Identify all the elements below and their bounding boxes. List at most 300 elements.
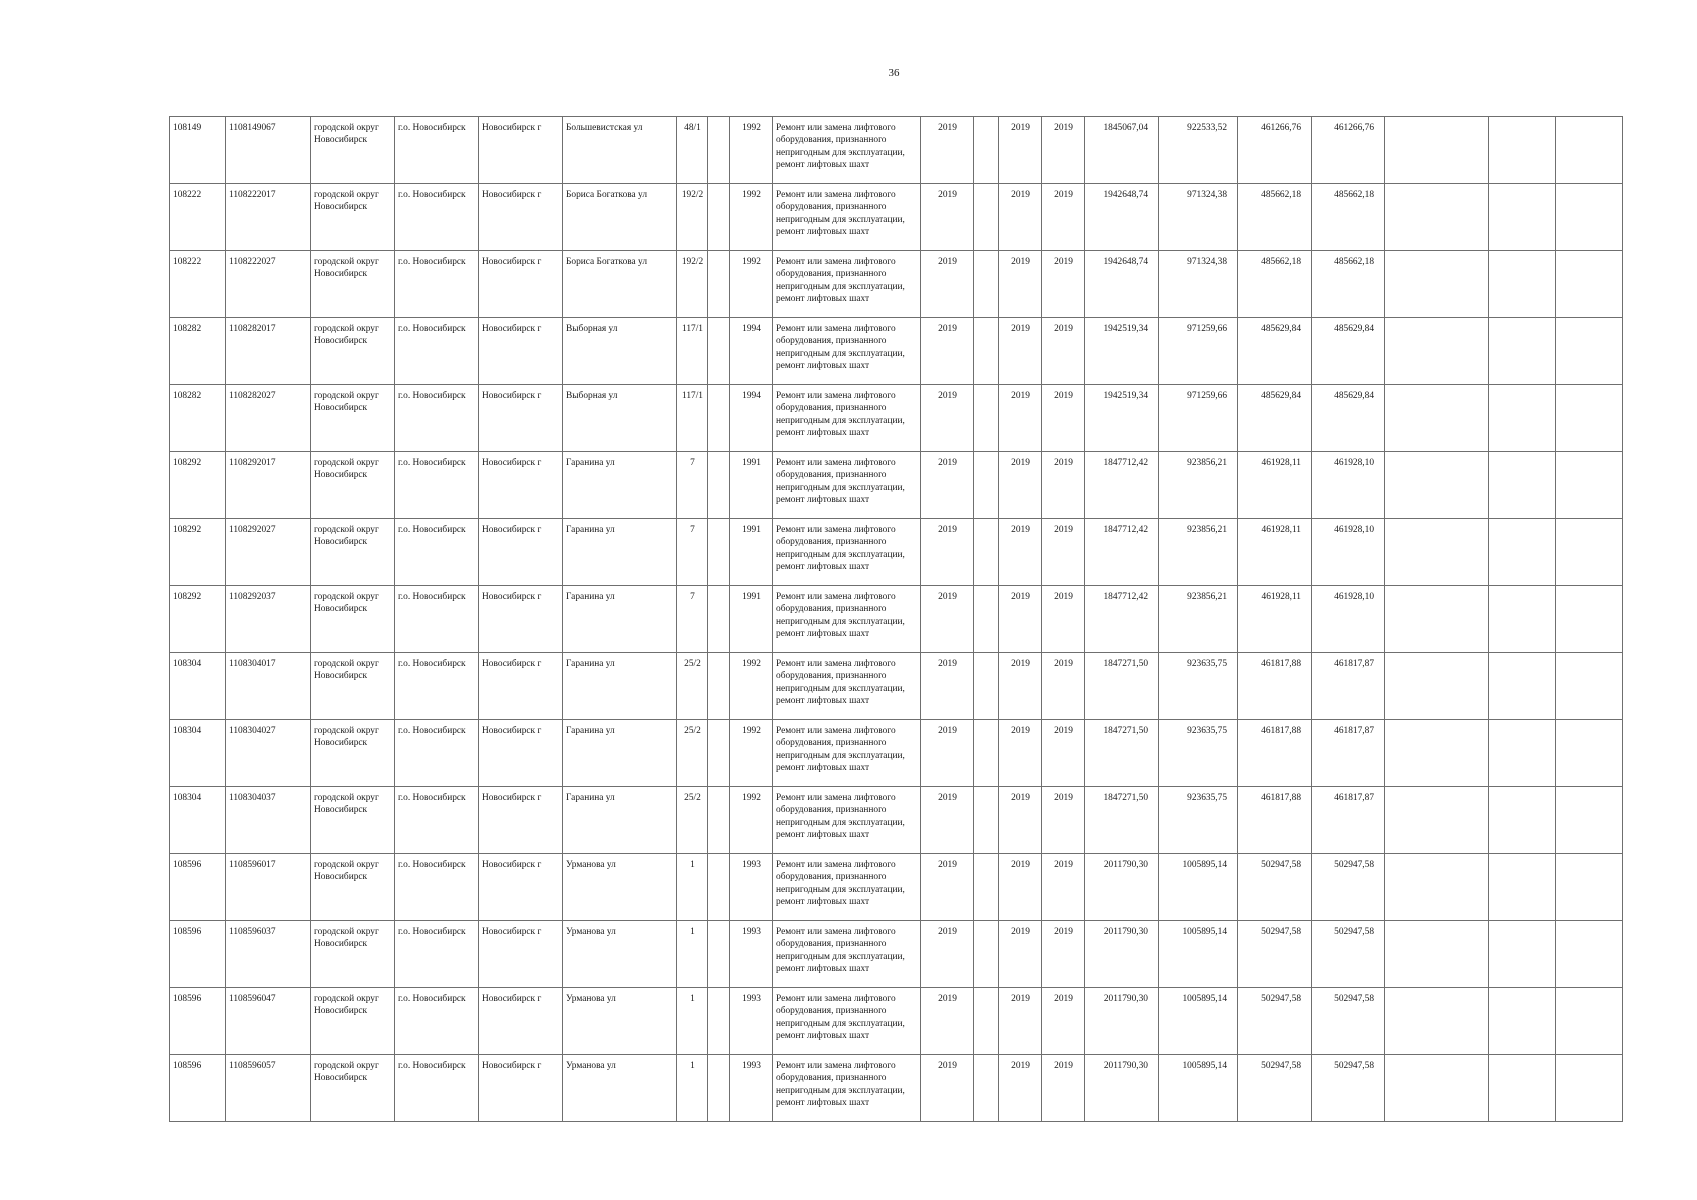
- note-a-cell: [1385, 318, 1489, 385]
- street-cell: Гаранина ул: [563, 653, 677, 720]
- municipality-cell: городской округ Новосибирск: [311, 988, 395, 1055]
- note-c-cell: [1556, 921, 1623, 988]
- corpus-cell: [708, 318, 730, 385]
- extra-cell: [974, 988, 999, 1055]
- municipal-district-cell: г.о. Новосибирск: [395, 586, 479, 653]
- owners-share-cell: 461817,87: [1312, 653, 1385, 720]
- start-year-cell: 2019: [999, 251, 1042, 318]
- house-number-cell: 1: [677, 1055, 708, 1122]
- note-b-cell: [1489, 653, 1556, 720]
- street-cell: Гаранина ул: [563, 519, 677, 586]
- note-a-cell: [1385, 787, 1489, 854]
- work-type-cell: Ремонт или замена лифтового оборудования, признанного непригодным для эксплуатации, ремонт лифтовых шахт: [773, 251, 921, 318]
- municipal-district-cell: г.о. Новосибирск: [395, 653, 479, 720]
- total-cost-cell: 2011790,30: [1085, 988, 1159, 1055]
- house-number-cell: 7: [677, 519, 708, 586]
- lift-id-cell: 1108292017: [226, 452, 311, 519]
- lift-id-cell: 1108292027: [226, 519, 311, 586]
- end-year-cell: 2019: [1042, 988, 1085, 1055]
- budget-share-cell: 485629,84: [1238, 385, 1312, 452]
- corpus-cell: [708, 385, 730, 452]
- note-c-cell: [1556, 184, 1623, 251]
- municipal-district-cell: г.о. Новосибирск: [395, 184, 479, 251]
- fund-share-cell: 971324,38: [1159, 184, 1238, 251]
- lift-id-cell: 1108596047: [226, 988, 311, 1055]
- fund-share-cell: 923856,21: [1159, 519, 1238, 586]
- extra-cell: [974, 921, 999, 988]
- street-cell: Урманова ул: [563, 921, 677, 988]
- note-a-cell: [1385, 184, 1489, 251]
- note-a-cell: [1385, 653, 1489, 720]
- end-year-cell: 2019: [1042, 519, 1085, 586]
- build-year-cell: 1992: [730, 653, 773, 720]
- municipal-district-cell: г.о. Новосибирск: [395, 117, 479, 184]
- extra-cell: [974, 787, 999, 854]
- extra-cell: [974, 720, 999, 787]
- plan-year-cell: 2019: [921, 519, 974, 586]
- fund-share-cell: 923856,21: [1159, 452, 1238, 519]
- table-row: [170, 318, 1623, 385]
- total-cost-cell: 2011790,30: [1085, 1055, 1159, 1122]
- lift-id-cell: 1108596057: [226, 1055, 311, 1122]
- end-year-cell: 2019: [1042, 787, 1085, 854]
- owners-share-cell: 461928,10: [1312, 452, 1385, 519]
- object-id-cell: 108596: [170, 854, 226, 921]
- end-year-cell: 2019: [1042, 854, 1085, 921]
- corpus-cell: [708, 988, 730, 1055]
- house-number-cell: 25/2: [677, 787, 708, 854]
- end-year-cell: 2019: [1042, 184, 1085, 251]
- house-number-cell: 1: [677, 921, 708, 988]
- corpus-cell: [708, 787, 730, 854]
- object-id-cell: 108292: [170, 452, 226, 519]
- build-year-cell: 1992: [730, 787, 773, 854]
- end-year-cell: 2019: [1042, 653, 1085, 720]
- total-cost-cell: 2011790,30: [1085, 921, 1159, 988]
- extra-cell: [974, 117, 999, 184]
- build-year-cell: 1991: [730, 452, 773, 519]
- corpus-cell: [708, 184, 730, 251]
- house-number-cell: 192/2: [677, 251, 708, 318]
- corpus-cell: [708, 117, 730, 184]
- municipality-cell: городской округ Новосибирск: [311, 720, 395, 787]
- note-b-cell: [1489, 720, 1556, 787]
- lift-id-cell: 1108282027: [226, 385, 311, 452]
- owners-share-cell: 502947,58: [1312, 854, 1385, 921]
- object-id-cell: 108149: [170, 117, 226, 184]
- locality-cell: Новосибирск г: [479, 586, 563, 653]
- extra-cell: [974, 452, 999, 519]
- note-c-cell: [1556, 586, 1623, 653]
- fund-share-cell: 971259,66: [1159, 318, 1238, 385]
- owners-share-cell: 485662,18: [1312, 251, 1385, 318]
- note-a-cell: [1385, 586, 1489, 653]
- locality-cell: Новосибирск г: [479, 921, 563, 988]
- table-row: [170, 854, 1623, 921]
- house-number-cell: 7: [677, 586, 708, 653]
- note-c-cell: [1556, 988, 1623, 1055]
- plan-year-cell: 2019: [921, 854, 974, 921]
- owners-share-cell: 461817,87: [1312, 787, 1385, 854]
- total-cost-cell: 1847271,50: [1085, 720, 1159, 787]
- work-type-cell: Ремонт или замена лифтового оборудования, признанного непригодным для эксплуатации, ремонт лифтовых шахт: [773, 921, 921, 988]
- note-c-cell: [1556, 519, 1623, 586]
- start-year-cell: 2019: [999, 921, 1042, 988]
- municipality-cell: городской округ Новосибирск: [311, 1055, 395, 1122]
- street-cell: Гаранина ул: [563, 452, 677, 519]
- build-year-cell: 1992: [730, 184, 773, 251]
- budget-share-cell: 461817,88: [1238, 653, 1312, 720]
- total-cost-cell: 1847712,42: [1085, 586, 1159, 653]
- start-year-cell: 2019: [999, 653, 1042, 720]
- fund-share-cell: 1005895,14: [1159, 988, 1238, 1055]
- end-year-cell: 2019: [1042, 251, 1085, 318]
- note-b-cell: [1489, 1055, 1556, 1122]
- budget-share-cell: 461817,88: [1238, 720, 1312, 787]
- municipal-district-cell: г.о. Новосибирск: [395, 318, 479, 385]
- start-year-cell: 2019: [999, 1055, 1042, 1122]
- street-cell: Гаранина ул: [563, 586, 677, 653]
- build-year-cell: 1993: [730, 854, 773, 921]
- end-year-cell: 2019: [1042, 117, 1085, 184]
- build-year-cell: 1994: [730, 318, 773, 385]
- start-year-cell: 2019: [999, 184, 1042, 251]
- total-cost-cell: 1942648,74: [1085, 251, 1159, 318]
- build-year-cell: 1993: [730, 1055, 773, 1122]
- municipality-cell: городской округ Новосибирск: [311, 586, 395, 653]
- total-cost-cell: 1847271,50: [1085, 787, 1159, 854]
- house-number-cell: 48/1: [677, 117, 708, 184]
- fund-share-cell: 1005895,14: [1159, 921, 1238, 988]
- fund-share-cell: 971259,66: [1159, 385, 1238, 452]
- start-year-cell: 2019: [999, 586, 1042, 653]
- owners-share-cell: 502947,58: [1312, 1055, 1385, 1122]
- street-cell: Урманова ул: [563, 854, 677, 921]
- work-type-cell: Ремонт или замена лифтового оборудования, признанного непригодным для эксплуатации, ремонт лифтовых шахт: [773, 519, 921, 586]
- note-b-cell: [1489, 117, 1556, 184]
- build-year-cell: 1994: [730, 385, 773, 452]
- note-c-cell: [1556, 787, 1623, 854]
- street-cell: Урманова ул: [563, 988, 677, 1055]
- owners-share-cell: 485662,18: [1312, 184, 1385, 251]
- locality-cell: Новосибирск г: [479, 318, 563, 385]
- locality-cell: Новосибирск г: [479, 519, 563, 586]
- budget-share-cell: 502947,58: [1238, 854, 1312, 921]
- street-cell: Гаранина ул: [563, 720, 677, 787]
- locality-cell: Новосибирск г: [479, 854, 563, 921]
- build-year-cell: 1993: [730, 921, 773, 988]
- work-type-cell: Ремонт или замена лифтового оборудования, признанного непригодным для эксплуатации, ремонт лифтовых шахт: [773, 787, 921, 854]
- owners-share-cell: 461817,87: [1312, 720, 1385, 787]
- street-cell: Выборная ул: [563, 385, 677, 452]
- owners-share-cell: 461928,10: [1312, 586, 1385, 653]
- end-year-cell: 2019: [1042, 318, 1085, 385]
- start-year-cell: 2019: [999, 854, 1042, 921]
- start-year-cell: 2019: [999, 117, 1042, 184]
- work-type-cell: Ремонт или замена лифтового оборудования, признанного непригодным для эксплуатации, ремонт лифтовых шахт: [773, 854, 921, 921]
- street-cell: Бориса Богаткова ул: [563, 251, 677, 318]
- end-year-cell: 2019: [1042, 385, 1085, 452]
- locality-cell: Новосибирск г: [479, 1055, 563, 1122]
- note-c-cell: [1556, 720, 1623, 787]
- build-year-cell: 1993: [730, 988, 773, 1055]
- plan-year-cell: 2019: [921, 921, 974, 988]
- note-b-cell: [1489, 787, 1556, 854]
- budget-share-cell: 502947,58: [1238, 921, 1312, 988]
- extra-cell: [974, 251, 999, 318]
- lift-id-cell: 1108149067: [226, 117, 311, 184]
- start-year-cell: 2019: [999, 385, 1042, 452]
- municipality-cell: городской округ Новосибирск: [311, 452, 395, 519]
- house-number-cell: 1: [677, 988, 708, 1055]
- budget-share-cell: 461928,11: [1238, 452, 1312, 519]
- total-cost-cell: 1847712,42: [1085, 452, 1159, 519]
- house-number-cell: 192/2: [677, 184, 708, 251]
- municipality-cell: городской округ Новосибирск: [311, 184, 395, 251]
- note-a-cell: [1385, 519, 1489, 586]
- work-type-cell: Ремонт или замена лифтового оборудования, признанного непригодным для эксплуатации, ремонт лифтовых шахт: [773, 318, 921, 385]
- table-row: [170, 720, 1623, 787]
- build-year-cell: 1991: [730, 586, 773, 653]
- work-type-cell: Ремонт или замена лифтового оборудования, признанного непригодным для эксплуатации, ремонт лифтовых шахт: [773, 988, 921, 1055]
- total-cost-cell: 1847712,42: [1085, 519, 1159, 586]
- work-type-cell: Ремонт или замена лифтового оборудования, признанного непригодным для эксплуатации, ремонт лифтовых шахт: [773, 1055, 921, 1122]
- build-year-cell: 1992: [730, 117, 773, 184]
- note-a-cell: [1385, 854, 1489, 921]
- total-cost-cell: 1942519,34: [1085, 318, 1159, 385]
- note-b-cell: [1489, 385, 1556, 452]
- house-number-cell: 25/2: [677, 653, 708, 720]
- object-id-cell: 108596: [170, 988, 226, 1055]
- work-type-cell: Ремонт или замена лифтового оборудования, признанного непригодным для эксплуатации, ремонт лифтовых шахт: [773, 117, 921, 184]
- table-row: [170, 988, 1623, 1055]
- plan-year-cell: 2019: [921, 653, 974, 720]
- municipality-cell: городской округ Новосибирск: [311, 385, 395, 452]
- note-b-cell: [1489, 921, 1556, 988]
- note-a-cell: [1385, 921, 1489, 988]
- corpus-cell: [708, 586, 730, 653]
- corpus-cell: [708, 720, 730, 787]
- lift-id-cell: 1108596037: [226, 921, 311, 988]
- end-year-cell: 2019: [1042, 452, 1085, 519]
- municipal-district-cell: г.о. Новосибирск: [395, 787, 479, 854]
- corpus-cell: [708, 452, 730, 519]
- locality-cell: Новосибирск г: [479, 720, 563, 787]
- extra-cell: [974, 385, 999, 452]
- fund-share-cell: 923856,21: [1159, 586, 1238, 653]
- note-b-cell: [1489, 854, 1556, 921]
- fund-share-cell: 923635,75: [1159, 653, 1238, 720]
- house-number-cell: 117/1: [677, 385, 708, 452]
- budget-share-cell: 461928,11: [1238, 586, 1312, 653]
- table-row: [170, 251, 1623, 318]
- object-id-cell: 108282: [170, 318, 226, 385]
- table-row: [170, 653, 1623, 720]
- note-b-cell: [1489, 988, 1556, 1055]
- note-a-cell: [1385, 251, 1489, 318]
- owners-share-cell: 485629,84: [1312, 318, 1385, 385]
- build-year-cell: 1992: [730, 251, 773, 318]
- table-row: [170, 452, 1623, 519]
- corpus-cell: [708, 854, 730, 921]
- budget-share-cell: 461266,76: [1238, 117, 1312, 184]
- table-row: [170, 184, 1623, 251]
- plan-year-cell: 2019: [921, 184, 974, 251]
- total-cost-cell: 1942519,34: [1085, 385, 1159, 452]
- lift-id-cell: 1108304027: [226, 720, 311, 787]
- page-number: 36: [888, 67, 900, 79]
- object-id-cell: 108282: [170, 385, 226, 452]
- plan-year-cell: 2019: [921, 452, 974, 519]
- end-year-cell: 2019: [1042, 720, 1085, 787]
- locality-cell: Новосибирск г: [479, 117, 563, 184]
- start-year-cell: 2019: [999, 720, 1042, 787]
- start-year-cell: 2019: [999, 988, 1042, 1055]
- note-a-cell: [1385, 385, 1489, 452]
- owners-share-cell: 461928,10: [1312, 519, 1385, 586]
- corpus-cell: [708, 653, 730, 720]
- municipal-district-cell: г.о. Новосибирск: [395, 519, 479, 586]
- work-type-cell: Ремонт или замена лифтового оборудования, признанного непригодным для эксплуатации, ремонт лифтовых шахт: [773, 586, 921, 653]
- locality-cell: Новосибирск г: [479, 184, 563, 251]
- lift-id-cell: 1108304017: [226, 653, 311, 720]
- municipal-district-cell: г.о. Новосибирск: [395, 854, 479, 921]
- note-b-cell: [1489, 519, 1556, 586]
- lift-id-cell: 1108222027: [226, 251, 311, 318]
- locality-cell: Новосибирск г: [479, 988, 563, 1055]
- note-b-cell: [1489, 318, 1556, 385]
- fund-share-cell: 923635,75: [1159, 787, 1238, 854]
- street-cell: Большевистская ул: [563, 117, 677, 184]
- budget-share-cell: 461817,88: [1238, 787, 1312, 854]
- budget-share-cell: 485662,18: [1238, 184, 1312, 251]
- municipality-cell: городской округ Новосибирск: [311, 117, 395, 184]
- municipal-district-cell: г.о. Новосибирск: [395, 720, 479, 787]
- work-type-cell: Ремонт или замена лифтового оборудования, признанного непригодным для эксплуатации, ремонт лифтовых шахт: [773, 385, 921, 452]
- corpus-cell: [708, 921, 730, 988]
- table-row: [170, 586, 1623, 653]
- repair-schedule-table: [169, 116, 1623, 1122]
- plan-year-cell: 2019: [921, 1055, 974, 1122]
- table-row: [170, 787, 1623, 854]
- object-id-cell: 108304: [170, 787, 226, 854]
- start-year-cell: 2019: [999, 318, 1042, 385]
- total-cost-cell: 1942648,74: [1085, 184, 1159, 251]
- note-c-cell: [1556, 854, 1623, 921]
- fund-share-cell: 923635,75: [1159, 720, 1238, 787]
- locality-cell: Новосибирск г: [479, 452, 563, 519]
- plan-year-cell: 2019: [921, 117, 974, 184]
- build-year-cell: 1992: [730, 720, 773, 787]
- plan-year-cell: 2019: [921, 251, 974, 318]
- municipal-district-cell: г.о. Новосибирск: [395, 452, 479, 519]
- fund-share-cell: 971324,38: [1159, 251, 1238, 318]
- municipal-district-cell: г.о. Новосибирск: [395, 251, 479, 318]
- table-row: [170, 921, 1623, 988]
- owners-share-cell: 502947,58: [1312, 988, 1385, 1055]
- extra-cell: [974, 519, 999, 586]
- work-type-cell: Ремонт или замена лифтового оборудования, признанного непригодным для эксплуатации, ремонт лифтовых шахт: [773, 184, 921, 251]
- budget-share-cell: 461928,11: [1238, 519, 1312, 586]
- note-b-cell: [1489, 251, 1556, 318]
- work-type-cell: Ремонт или замена лифтового оборудования, признанного непригодным для эксплуатации, ремонт лифтовых шахт: [773, 653, 921, 720]
- street-cell: Выборная ул: [563, 318, 677, 385]
- extra-cell: [974, 653, 999, 720]
- municipality-cell: городской округ Новосибирск: [311, 519, 395, 586]
- total-cost-cell: 1847271,50: [1085, 653, 1159, 720]
- extra-cell: [974, 184, 999, 251]
- note-a-cell: [1385, 117, 1489, 184]
- house-number-cell: 7: [677, 452, 708, 519]
- total-cost-cell: 2011790,30: [1085, 854, 1159, 921]
- plan-year-cell: 2019: [921, 385, 974, 452]
- extra-cell: [974, 854, 999, 921]
- object-id-cell: 108222: [170, 184, 226, 251]
- object-id-cell: 108222: [170, 251, 226, 318]
- lift-id-cell: 1108222017: [226, 184, 311, 251]
- note-b-cell: [1489, 586, 1556, 653]
- municipal-district-cell: г.о. Новосибирск: [395, 921, 479, 988]
- plan-year-cell: 2019: [921, 787, 974, 854]
- budget-share-cell: 485662,18: [1238, 251, 1312, 318]
- note-b-cell: [1489, 184, 1556, 251]
- locality-cell: Новосибирск г: [479, 787, 563, 854]
- object-id-cell: 108292: [170, 519, 226, 586]
- end-year-cell: 2019: [1042, 1055, 1085, 1122]
- lift-id-cell: 1108282017: [226, 318, 311, 385]
- locality-cell: Новосибирск г: [479, 251, 563, 318]
- object-id-cell: 108304: [170, 720, 226, 787]
- house-number-cell: 117/1: [677, 318, 708, 385]
- note-c-cell: [1556, 452, 1623, 519]
- lift-id-cell: 1108596017: [226, 854, 311, 921]
- table-row: [170, 117, 1623, 184]
- owners-share-cell: 502947,58: [1312, 921, 1385, 988]
- object-id-cell: 108596: [170, 1055, 226, 1122]
- extra-cell: [974, 1055, 999, 1122]
- note-c-cell: [1556, 653, 1623, 720]
- work-type-cell: Ремонт или замена лифтового оборудования, признанного непригодным для эксплуатации, ремонт лифтовых шахт: [773, 452, 921, 519]
- object-id-cell: 108292: [170, 586, 226, 653]
- municipality-cell: городской округ Новосибирск: [311, 251, 395, 318]
- note-c-cell: [1556, 318, 1623, 385]
- build-year-cell: 1991: [730, 519, 773, 586]
- fund-share-cell: 1005895,14: [1159, 854, 1238, 921]
- start-year-cell: 2019: [999, 452, 1042, 519]
- municipal-district-cell: г.о. Новосибирск: [395, 1055, 479, 1122]
- plan-year-cell: 2019: [921, 720, 974, 787]
- note-c-cell: [1556, 117, 1623, 184]
- budget-share-cell: 502947,58: [1238, 988, 1312, 1055]
- plan-year-cell: 2019: [921, 318, 974, 385]
- note-a-cell: [1385, 988, 1489, 1055]
- locality-cell: Новосибирск г: [479, 653, 563, 720]
- owners-share-cell: 461266,76: [1312, 117, 1385, 184]
- start-year-cell: 2019: [999, 519, 1042, 586]
- municipality-cell: городской округ Новосибирск: [311, 787, 395, 854]
- note-a-cell: [1385, 720, 1489, 787]
- table-row: [170, 385, 1623, 452]
- note-a-cell: [1385, 452, 1489, 519]
- municipality-cell: городской округ Новосибирск: [311, 653, 395, 720]
- street-cell: Гаранина ул: [563, 787, 677, 854]
- street-cell: Бориса Богаткова ул: [563, 184, 677, 251]
- municipality-cell: городской округ Новосибирск: [311, 854, 395, 921]
- lift-id-cell: 1108292037: [226, 586, 311, 653]
- start-year-cell: 2019: [999, 787, 1042, 854]
- municipal-district-cell: г.о. Новосибирск: [395, 385, 479, 452]
- corpus-cell: [708, 251, 730, 318]
